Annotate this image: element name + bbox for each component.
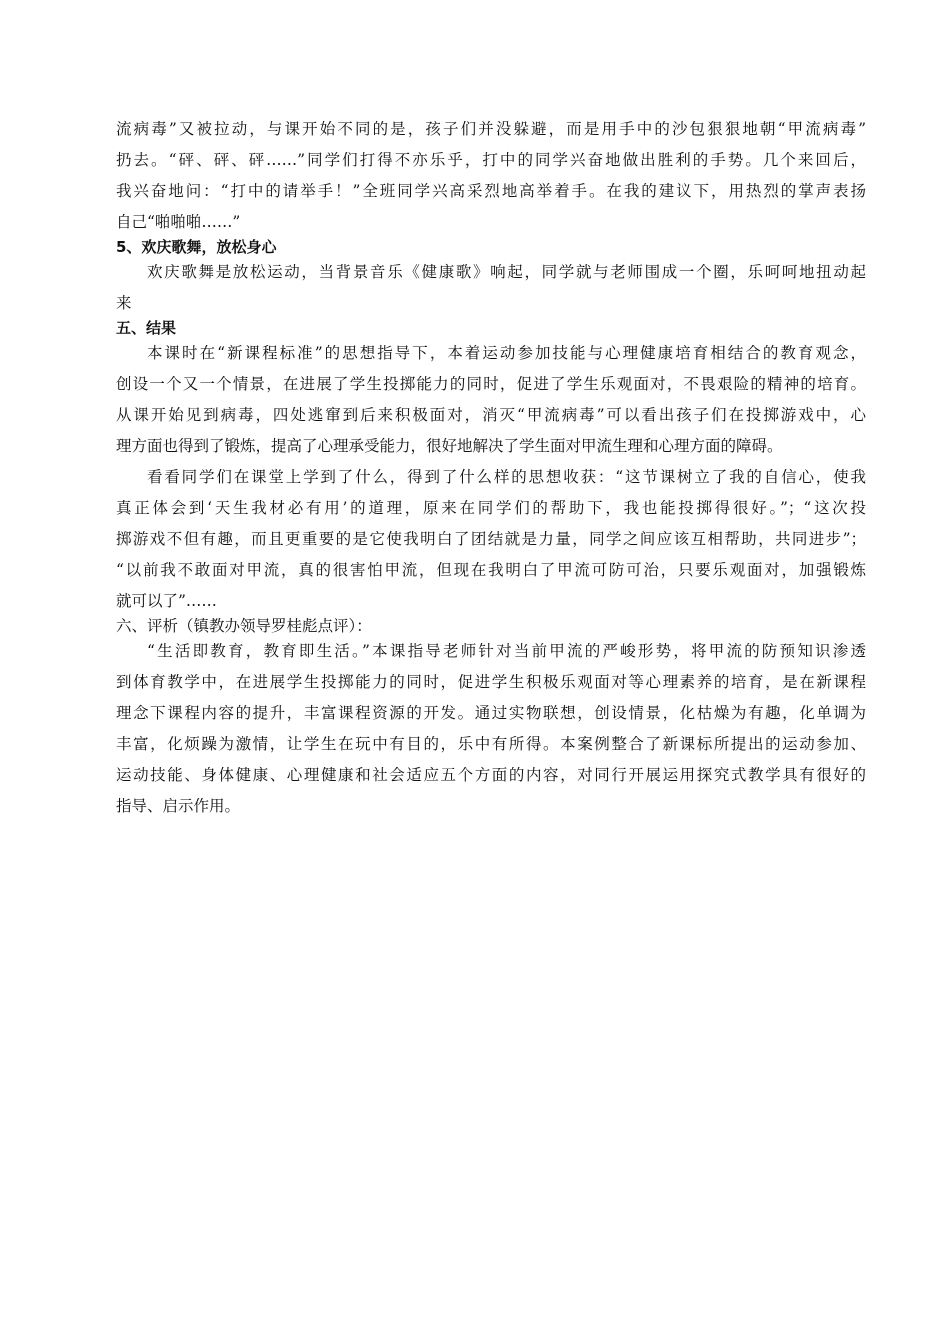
text-line: 运动技能、身体健康、心理健康和社会适应五个方面的内容，对同行开展运用探究式教学具有很好的: [116, 766, 866, 784]
text-line: “以前我不敢面对甲流，真的很害怕甲流，但现在我明白了甲流可防可治，只要乐观面对，加强锻炼: [116, 561, 866, 579]
section-heading-review: 六、评析（镇教办领导罗桂彪点评）：: [116, 617, 372, 635]
document-body: [116, 120, 866, 816]
paragraph-dance: [116, 263, 866, 313]
paragraph-results-b: [116, 468, 866, 611]
text-line: 扔去。“砰、砰、砰……”同学们打得不亦乐乎，打中的同学兴奋地做出胜利的手势。几个来回后，: [116, 151, 866, 169]
text-line: 从课开始见到病毒，四处逃窜到后来积极面对，消灭“甲流病毒”可以看出孩子们在投掷游戏中，心: [116, 406, 866, 424]
text-line: 欢庆歌舞是放松运动，当背景音乐《健康歌》响起，同学就与老师围成一个圈，乐呵呵地扭动起: [147, 263, 866, 281]
section-heading-results: 五、结果: [116, 319, 177, 337]
text-line: 本课时在“新课程标准”的思想指导下，本着运动参加技能与心理健康培育相结合的教育观念，: [147, 344, 866, 362]
text-line: 指导、启示作用。: [116, 797, 241, 815]
text-line: 来: [116, 294, 132, 312]
paragraph-review: [116, 642, 866, 816]
text-line: 掷游戏不但有趣，而且更重要的是它使我明白了团结就是力量，同学之间应该互相帮助，共同进步”；: [116, 530, 866, 548]
text-line: 流病毒”又被拉动，与课开始不同的是，孩子们并没躲避，而是用手中的沙包狠狠地朝“甲流病毒”: [116, 120, 866, 138]
text-line: 自己“啪啪啪……”: [116, 213, 241, 231]
text-line: 丰富，化烦躁为激情，让学生在玩中有目的，乐中有所得。本案例整合了新课标所提出的运动参加、: [116, 735, 866, 753]
text-line: 理方面也得到了锻炼，提高了心理承受能力，很好地解决了学生面对甲流生理和心理方面的障碍。: [116, 437, 783, 455]
text-line: 创设一个又一个情景，在进展了学生投掷能力的同时，促进了学生乐观面对，不畏艰险的精神的培育。: [116, 375, 866, 393]
text-line: 真正体会到‘天生我材必有用’的道理，原来在同学们的帮助下，我也能投掷得很好。”；“这次投: [116, 499, 866, 517]
paragraph-game-continued: [116, 120, 866, 232]
text-line: 理念下课程内容的提升，丰富课程资源的开发。通过实物联想，创设情景，化枯燥为有趣，化单调为: [116, 704, 866, 722]
text-line: 就可以了”……: [116, 592, 217, 610]
section-heading-dance: 5、欢庆歌舞，放松身心: [116, 238, 277, 256]
paragraph-results-a: [116, 344, 866, 456]
text-line: 到体育教学中，在进展学生投掷能力的同时，促进学生积极乐观面对等心理素养的培育，是在新课程: [116, 673, 866, 691]
text-line: 我兴奋地问：“打中的请举手！”全班同学兴高采烈地高举着手。在我的建议下，用热烈的掌声表扬: [116, 182, 866, 200]
text-line: “生活即教育，教育即生活。”本课指导老师针对当前甲流的严峻形势，将甲流的防预知识渗透: [147, 642, 866, 660]
text-line: 看看同学们在课堂上学到了什么，得到了什么样的思想收获：“这节课树立了我的自信心，使我: [147, 468, 866, 486]
